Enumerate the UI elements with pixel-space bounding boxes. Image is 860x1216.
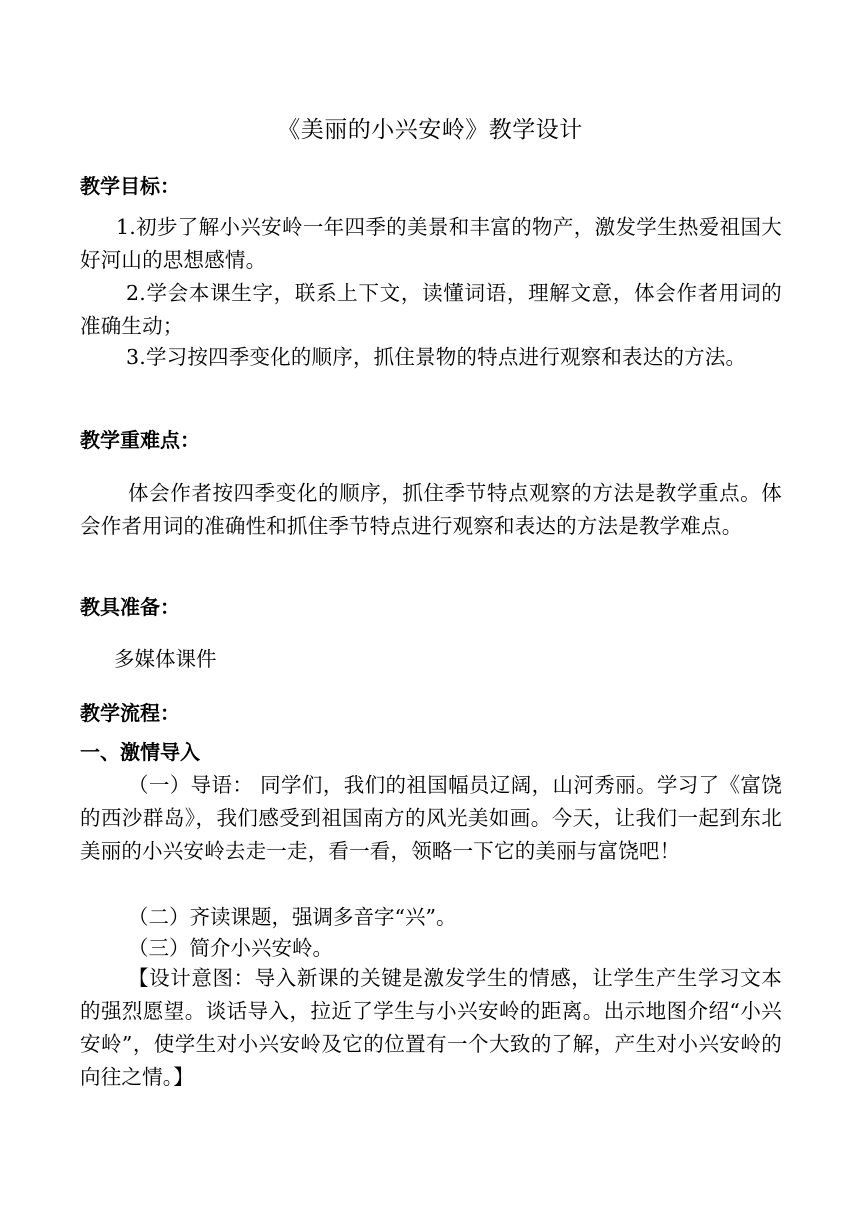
process-step-3: （三）简介小兴安岭。 [128, 936, 333, 960]
section-1-heading: 一、激情导入 [80, 740, 200, 764]
process-step-2: （二）齐读课题，强调多音字“兴”。 [128, 905, 457, 929]
design-intent: 【设计意图：导入新课的关键是激发学生的情感，让学生产生学习文本的强烈愿望。谈话导入，拉近了学生与小兴安岭的距离。出示地图介绍“小兴安岭”，使学生对小兴安岭及它的位置有一个大致的了解，产生对小兴安岭的向往之情。】 [80, 966, 782, 1089]
materials-text: 多媒体课件 [114, 647, 217, 671]
document-title: 《美丽的小兴安岭》教学设计 [277, 117, 583, 143]
key-points-text: 体会作者按四季变化的顺序，抓住季节特点观察的方法是教学重点。体会作者用词的准确性和抓住季节特点进行观察和表达的方法是教学难点。 [80, 481, 782, 538]
materials-heading: 教具准备： [80, 595, 180, 619]
key-points-heading: 教学重难点： [80, 428, 200, 452]
objectives-heading: 教学目标： [80, 174, 180, 198]
objective-item-1: 1.初步了解小兴安岭一年四季的美景和丰富的物产，激发学生热爱祖国大好河山的思想感情。 [80, 215, 782, 272]
process-step-1: （一）导语： 同学们，我们的祖国幅员辽阔，山河秀丽。学习了《富饶的西沙群岛》，我们感受到祖国南方的风光美如画。今天，让我们一起到东北美丽的小兴安岭去走一走，看一看，领略一下它的美丽与富饶吧！ [80, 773, 782, 863]
process-heading: 教学流程： [80, 701, 180, 725]
objective-item-2: 2.学会本课生字，联系上下文，读懂词语，理解文意，体会作者用词的准确生动； [80, 281, 782, 338]
objective-item-3: 3.学习按四季变化的顺序，抓住景物的特点进行观察和表达的方法。 [126, 345, 747, 369]
